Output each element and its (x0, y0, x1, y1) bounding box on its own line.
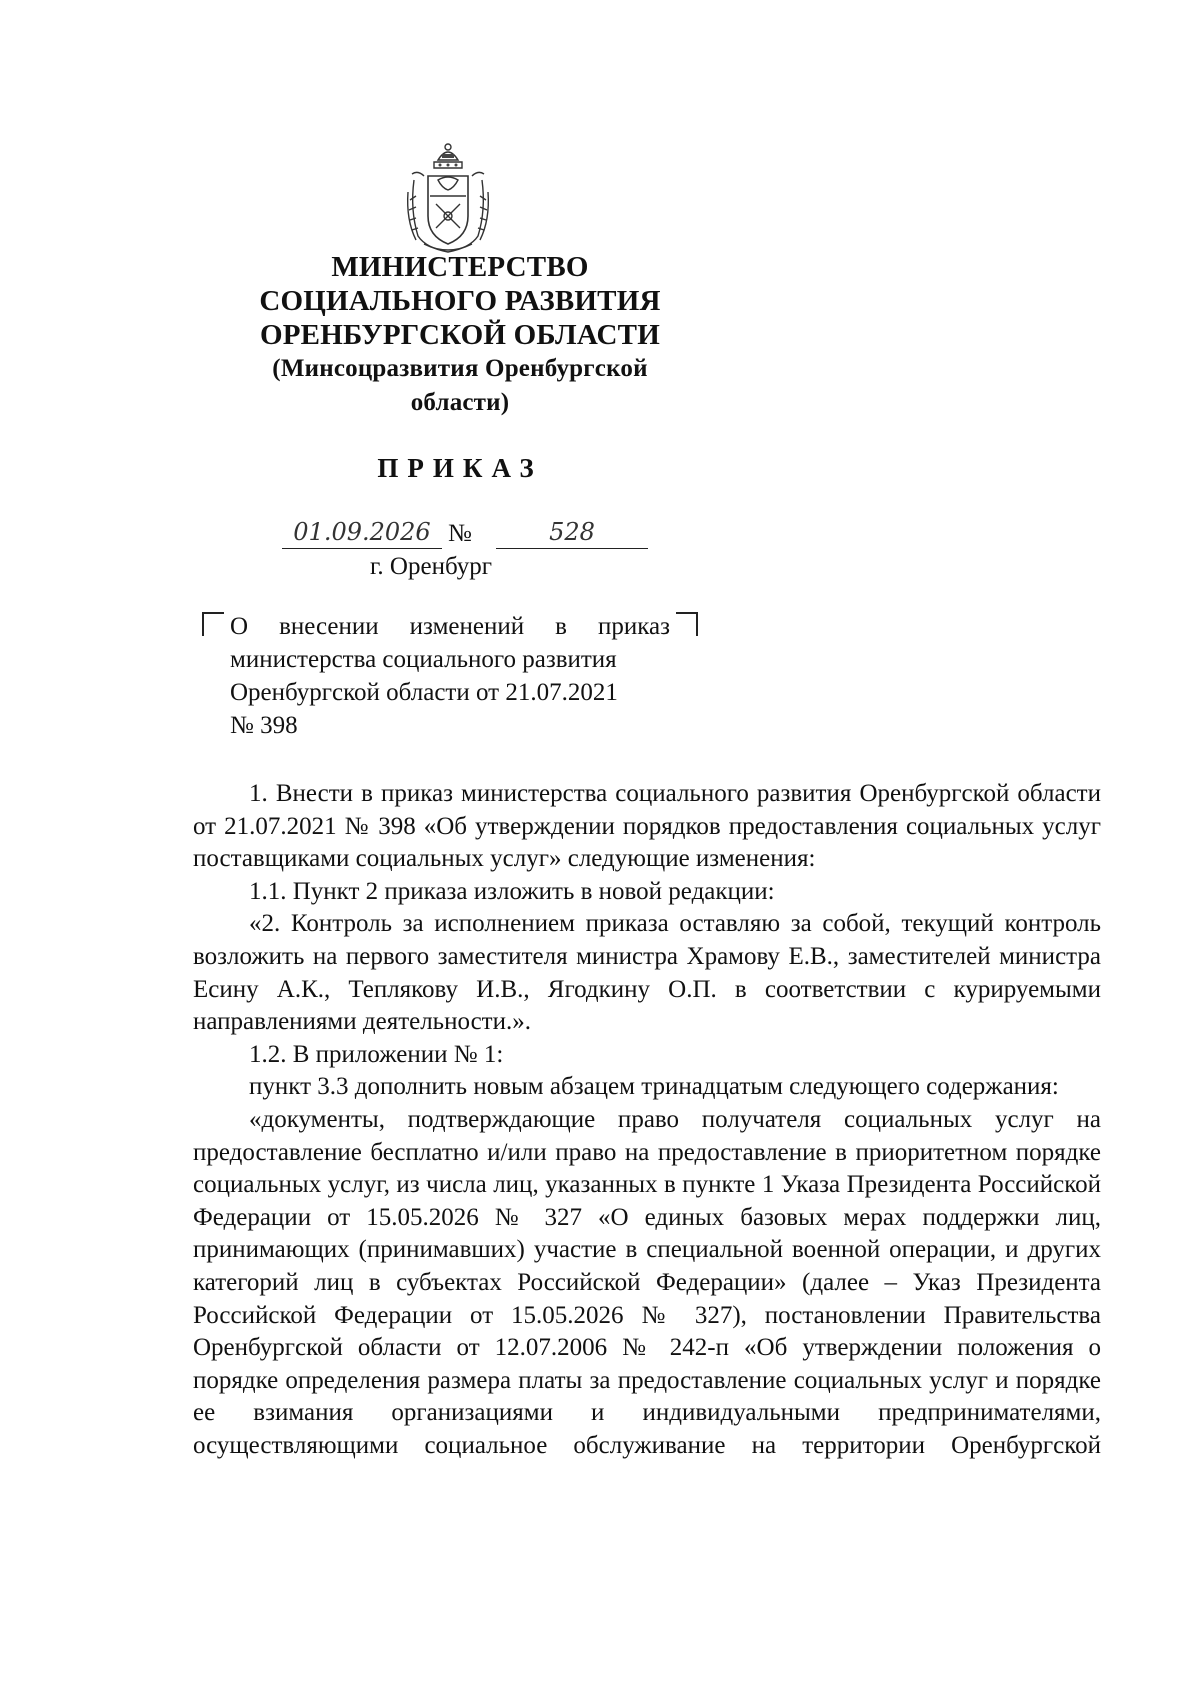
paragraph-1: 1. Внести в приказ министерства социального развития Оренбургской области от 21.07.2021 № 398 «Об утверждении порядков предоставления социальных услуг поставщиками социальных услуг» следующие изменения: (193, 780, 1101, 873)
order-number-sign: № (448, 520, 472, 547)
header-line-5: области) (410, 389, 510, 416)
order-body (193, 778, 1101, 1462)
subject-line-4: № 398 (230, 712, 298, 739)
order-date: 01.09.2026 (282, 518, 442, 549)
order-city: г. Оренбург (370, 553, 492, 580)
subject-line-1: О внесении изменений в приказ (230, 613, 670, 640)
paragraph-3: «2. Контроль за исполнением приказа оставляю за собой, текущий контроль возложить на первого заместителя министра Храмову Е.В., заместителей министра Есину А.К., Теплякову И.В., Ягодкину О.П. в соответствии с курируемыми направлениями деятельности.». (193, 910, 1101, 1036)
header-line-1: МИНИСТЕРСТВО (331, 251, 589, 283)
subject-bracket-left (202, 612, 224, 636)
header-line-3: ОРЕНБУРГСКОЙ ОБЛАСТИ (260, 319, 660, 351)
ministry-header (230, 250, 690, 420)
paragraph-5: пункт 3.3 дополнить новым абзацем тринадцатым следующего содержания: (249, 1073, 1059, 1101)
header-line-2: СОЦИАЛЬНОГО РАЗВИТИЯ (259, 285, 661, 317)
paragraph-6: «документы, подтверждающие право получателя социальных услуг на предоставление бесплатно и/или право на предоставление в приоритетном порядке социальных услуг, из числа лиц, указанных в пункте 1 Указа Президента Российской Федерации от 15.05.2026 № 327 «О единых базовых мерах поддержки лиц, принимающих (принимавших) участие в специальной военной операции, и других категорий лиц в субъектах Российской Федерации» (далее – Указ Президента Российской Федерации от 15.05.2026 № 327), постановлении Правительства Оренбургской области от 12.07.2006 № 242-п «Об утверждении положения о порядке определения размера платы за предоставление социальных услуг и порядке ее взимания организациями и индивидуальными предпринимателями, осуществляющими социальное обслуживание на территории Оренбургской (193, 1105, 1101, 1459)
order-date-number-line (282, 518, 682, 554)
order-subject (230, 610, 670, 742)
subject-bracket-right (676, 612, 698, 636)
subject-line-3: Оренбургской области от 21.07.2021 (230, 679, 618, 706)
coat-of-arms-emblem-icon (404, 140, 492, 258)
subject-line-2: министерства социального развития (230, 646, 617, 673)
order-title: ПРИКАЗ (377, 453, 543, 483)
order-number: 528 (496, 518, 648, 549)
paragraph-4: 1.2. В приложении № 1: (249, 1040, 504, 1068)
header-line-4: (Минсоцразвития Оренбургской (272, 355, 648, 382)
paragraph-2: 1.1. Пункт 2 приказа изложить в новой редакции: (249, 877, 775, 905)
